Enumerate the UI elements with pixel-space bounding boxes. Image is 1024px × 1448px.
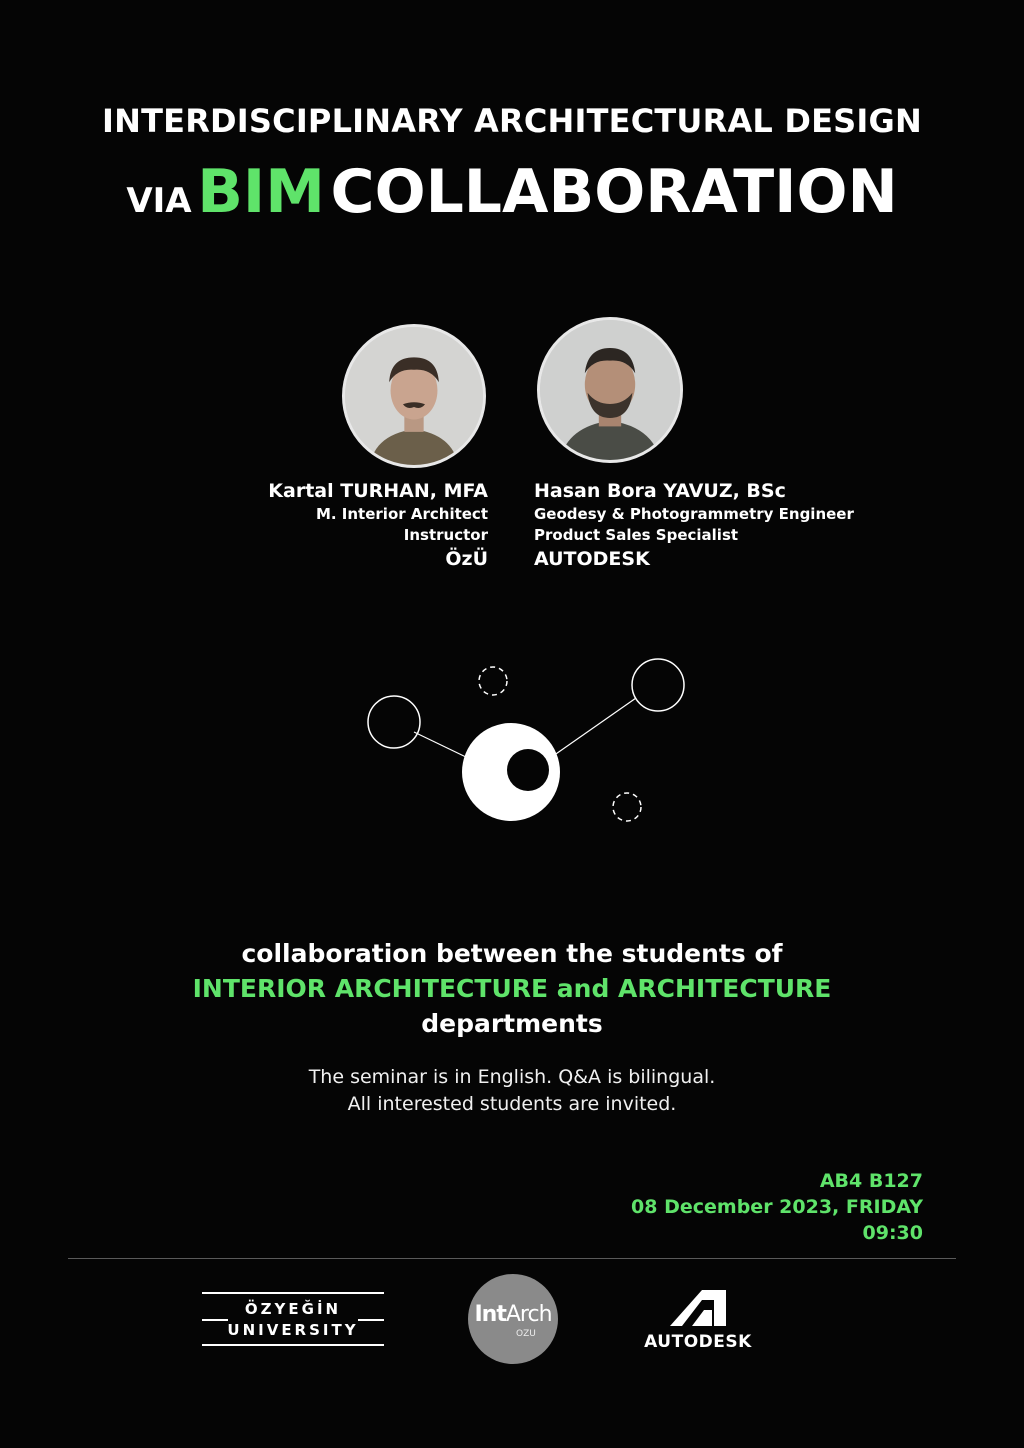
- event-details: [520, 1168, 923, 1246]
- ozu-rule-mid-right: [358, 1319, 384, 1321]
- ozu-rule-bottom: [202, 1344, 384, 1346]
- language-note: The seminar is in English. Q&A is bilingual.: [308, 1066, 716, 1088]
- title-via: VIA: [126, 181, 192, 221]
- dashed-circle-bottom: [613, 793, 641, 821]
- node-circle-left: [368, 696, 420, 748]
- event-title-line1: INTERDISCIPLINARY ARCHITECTURAL DESIGN: [102, 102, 922, 140]
- invitation-note: All interested students are invited.: [347, 1093, 677, 1115]
- speaker-2-info: [534, 478, 934, 572]
- speaker-1-title: M. Interior Architect: [315, 505, 488, 523]
- collaboration-departments: INTERIOR ARCHITECTURE and ARCHITECTURE: [192, 974, 832, 1003]
- central-node-hole: [507, 749, 549, 791]
- speaker-1-photo: [342, 324, 486, 468]
- collaboration-description: [0, 936, 1024, 1041]
- connector-line-right: [553, 698, 636, 756]
- intarch-light-part: Arch: [505, 1302, 552, 1327]
- ozu-rule-top: [202, 1292, 384, 1294]
- speaker-2-title: Geodesy & Photogrammetry Engineer: [534, 505, 854, 523]
- title-collaboration: COLLABORATION: [330, 157, 898, 227]
- intarch-ozu-logo: [468, 1274, 558, 1364]
- intarch-sub-label: OZU: [516, 1329, 536, 1339]
- connector-line-left: [414, 732, 468, 758]
- intarch-wordmark: [468, 1302, 558, 1327]
- speaker-2-role: Product Sales Specialist: [534, 526, 739, 544]
- ozu-rule-mid-left: [202, 1319, 228, 1321]
- ozu-logo-top-word: ÖZYEĞİN: [244, 1300, 342, 1318]
- collaboration-line1: collaboration between the students of: [241, 939, 783, 968]
- speaker-1-info: [180, 478, 488, 572]
- title-bim: BIM: [197, 157, 325, 227]
- collaboration-line3: departments: [421, 1009, 603, 1038]
- speaker-2-name: Hasan Bora YAVUZ, BSc: [534, 480, 786, 502]
- event-time: 09:30: [862, 1222, 923, 1244]
- event-title-line2: [0, 152, 1024, 247]
- event-date: 08 December 2023, FRIDAY: [631, 1196, 923, 1218]
- event-room: AB4 B127: [819, 1170, 923, 1192]
- autodesk-wordmark: AUTODESK: [644, 1332, 752, 1352]
- seminar-info: [0, 1064, 1024, 1118]
- ozyegin-university-logo: [202, 1292, 384, 1348]
- autodesk-logo-mark: [670, 1290, 726, 1326]
- node-circle-right: [632, 659, 684, 711]
- intarch-bold-part: Int: [474, 1302, 506, 1327]
- speaker-1-organization: ÖzÜ: [445, 548, 488, 570]
- speaker-2-organization: AUTODESK: [534, 548, 650, 570]
- ozu-logo-bottom-word: UNIVERSITY: [227, 1321, 359, 1339]
- network-graphic: [340, 640, 710, 840]
- speaker-1-name: Kartal TURHAN, MFA: [268, 480, 488, 502]
- speaker-1-portrait-illustration: [345, 327, 483, 465]
- dashed-circle-top: [479, 667, 507, 695]
- speaker-2-portrait-illustration: [540, 320, 680, 460]
- speaker-1-role: Instructor: [403, 526, 488, 544]
- speaker-2-photo: [537, 317, 683, 463]
- footer-divider: [68, 1258, 956, 1259]
